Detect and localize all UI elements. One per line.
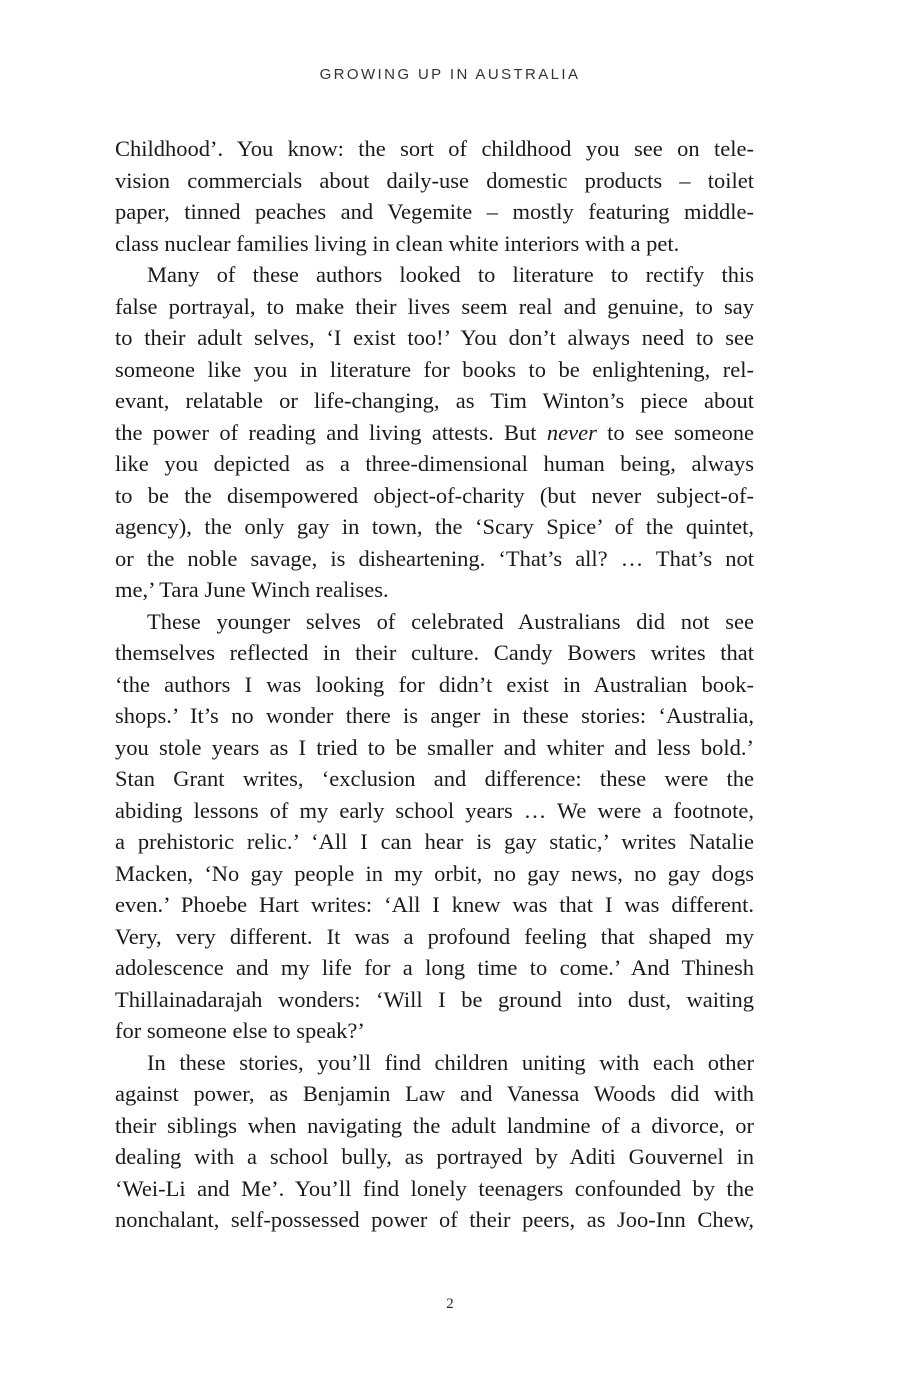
text-line: shops.’ It’s no wonder there is anger in these stories: ‘Australia, (115, 703, 754, 728)
text-line: or the noble savage, is disheartening. ‘That’s all? … That’s not (115, 545, 754, 571)
text-line: Macken, ‘No gay people in my orbit, no gay news, no gay dogs (115, 860, 754, 886)
text-line: agency), the only gay in town, the ‘Scary Spice’ of the quintet, (115, 514, 754, 539)
text-line: for someone else to speak?’ (115, 1018, 365, 1043)
text-line: dealing with a school bully, as portrayed by Aditi Gouvernel in (115, 1144, 754, 1169)
text-line: nonchalant, self-possessed power of their peers, as Joo-Inn Chew, (115, 1207, 754, 1232)
running-head: GROWING UP IN AUSTRALIA (319, 66, 581, 83)
text-line: their siblings when navigating the adult landmine of a divorce, or (115, 1112, 754, 1138)
text-line: a prehistoric relic.’ ‘All I can hear is gay static,’ writes Natalie (115, 829, 754, 854)
text-line: you stole years as I tried to be smaller and whiter and less bold.’ (115, 734, 754, 760)
text-line: Childhood’. You know: the sort of childhood you see on tele- (115, 136, 754, 161)
text-line: class nuclear families living in clean white interiors with a pet. (115, 230, 680, 256)
text-line: ‘the authors I was looking for didn’t exist in Australian book- (115, 671, 754, 697)
text-line: Thillainadarajah wonders: ‘Will I be ground into dust, waiting (115, 986, 754, 1012)
body-text (115, 133, 754, 1236)
text-line: themselves reflected in their culture. Candy Bowers writes that (115, 640, 754, 665)
text-line: adolescence and my life for a long time to come.’ And Thinesh (115, 955, 754, 980)
text-line: even.’ Phoebe Hart writes: ‘All I knew was that I was different. (115, 892, 754, 917)
text-line: like you depicted as a three-dimensional human being, always (115, 451, 754, 476)
text-line: Very, very different. It was a profound feeling that shaped my (115, 923, 754, 949)
emphasis: never (546, 419, 597, 445)
text-line: to be the disempowered object-of-charity (but never subject-of- (115, 482, 754, 508)
text-line: In these stories, you’ll find children uniting with each other (147, 1049, 754, 1075)
text-line: vision commercials about daily-use domestic products – toilet (115, 167, 754, 193)
page-number: 2 (446, 1296, 454, 1312)
text-line: paper, tinned peaches and Vegemite – mostly featuring middle- (115, 199, 754, 224)
text-line: Stan Grant writes, ‘exclusion and difference: these were the (115, 766, 754, 791)
text-line: the power of reading and living attests. But never to see someone (115, 419, 754, 445)
text-line: ‘Wei-Li and Me’. You’ll find lonely teenagers confounded by the (115, 1175, 754, 1201)
text-line: Many of these authors looked to literature to rectify this (147, 262, 754, 287)
text-line: me,’ Tara June Winch realises. (115, 577, 389, 602)
text-line: These younger selves of celebrated Australians did not see (147, 608, 754, 634)
text-line: false portrayal, to make their lives seem real and genuine, to say (115, 293, 754, 319)
text-line: evant, relatable or life-changing, as Tim Winton’s piece about (115, 388, 754, 413)
text-line: someone like you in literature for books to be enlightening, rel- (115, 356, 754, 382)
text-line: against power, as Benjamin Law and Vanessa Woods did with (115, 1081, 754, 1106)
text-line: to their adult selves, ‘I exist too!’ You don’t always need to see (115, 325, 754, 350)
text-line: abiding lessons of my early school years … We were a footnote, (115, 797, 754, 823)
